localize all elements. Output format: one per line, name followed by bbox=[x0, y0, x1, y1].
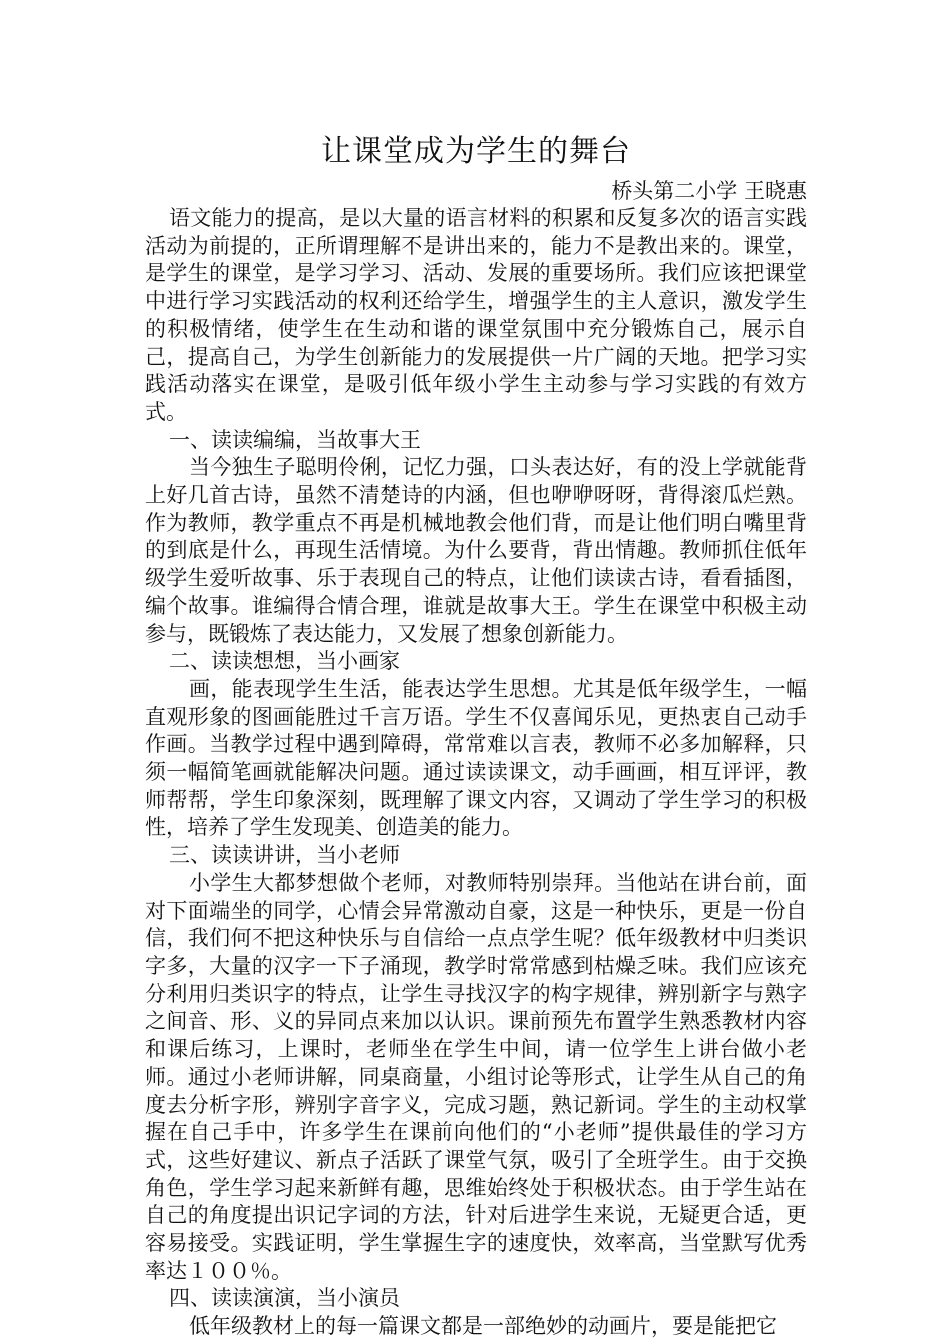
section-3 bbox=[145, 842, 807, 1285]
document-page bbox=[145, 132, 807, 1341]
section-body: 画，能表现学生生活，能表达学生思想。尤其是低年级学生，一幅直观形象的图画能胜过千言万语。学生不仅喜闻乐见，更热衷自己动手作画。当教学过程中遇到障碍，常常难以言表，教师不必多加解释，只须一幅简笔画就能解决问题。通过读读课文，动手画画，相互评评，教师帮帮，学生印象深刻，既理解了课文内容，又调动了学生学习的积极性，培养了学生发现美、创造美的能力。 bbox=[145, 676, 807, 840]
section-body: 当今独生子聪明伶俐，记忆力强，口头表达好，有的没上学就能背上好几首古诗，虽然不清楚诗的内涵，但也咿咿呀呀，背得滚瓜烂熟。作为教师，教学重点不再是机械地教会他们背，而是让他们明白嘴里背的到底是什么，再现生活情境。为什么要背，背出情趣。教师抓住低年级学生爱听故事、乐于表现自己的特点，让他们读读古诗，看看插图，编个故事。谁编得合情合理，谁就是故事大王。学生在课堂中积极主动参与，既锻炼了表达能力，又发展了想象创新能力。 bbox=[145, 455, 807, 646]
section-2 bbox=[145, 648, 807, 842]
section-1 bbox=[145, 427, 807, 649]
document-author: 桥头第二小学 王晓惠 bbox=[611, 179, 807, 203]
section-4 bbox=[145, 1285, 807, 1340]
intro-paragraph: 语文能力的提高，是以大量的语言材料的积累和反复多次的语言实践活动为前提的，正所谓理解不是讲出来的，能力不是教出来的。课堂，是学生的课堂，是学习学习、活动、发展的重要场所。我们应该把课堂中进行学习实践活动的权利还给学生，增强学生的主人意识，激发学生的积极情绪，使学生在生动和谐的课堂氛围中充分锻炼自己，展示自己，提高自己，为学生创新能力的发展提供一片广阔的天地。把学习实践活动落实在课堂，是吸引低年级小学生主动参与学习实践的有效方式。 bbox=[145, 206, 807, 424]
document-title: 让课堂成为学生的舞台 bbox=[321, 134, 631, 169]
section-body: 低年级教材上的每一篇课文都是一部绝妙的动画片，要是能把它 bbox=[189, 1314, 777, 1339]
section-heading: 一、读读编编，当故事大王 bbox=[169, 427, 421, 452]
section-heading: 三、读读讲讲，当小老师 bbox=[169, 843, 400, 868]
section-heading: 二、读读想想，当小画家 bbox=[169, 649, 400, 674]
section-body: 小学生大都梦想做个老师，对教师特别崇拜。当他站在讲台前，面对下面端坐的同学，心情会异常激动自豪，这是一种快乐，更是一份自信，我们何不把这种快乐与自信给一点点学生呢？低年级教材中归类识字多，大量的汉字一下子涌现，教学时常常感到枯燥乏味。我们应该充分利用归类识字的特点，让学生寻找汉字的构字规律，辨别新字与熟字之间音、形、义的异同点来加以认识。课前预先布置学生熟悉教材内容和课后练习，上课时，老师坐在学生中间，请一位学生上讲台做小老师。通过小老师讲解，同桌商量，小组讨论等形式，让学生从自己的角度去分析字形，辨别字音字义，完成习题，熟记新词。学生的主动权掌握在自己手中，许多学生在课前向他们的“小老师”提供最佳的学习方式，这些好建议、新点子活跃了课堂气氛，吸引了全班学生。由于交换角色，学生学习起来新鲜有趣，思维始终处于积极状态。由于学生站在自己的角度提出识记字词的方法，针对后进学生来说，无疑更合适，更容易接受。实践证明，学生掌握生字的速度快，效率高，当堂默写优秀率达１００％。 bbox=[145, 870, 807, 1283]
section-heading: 四、读读演演，当小演员 bbox=[169, 1286, 400, 1311]
